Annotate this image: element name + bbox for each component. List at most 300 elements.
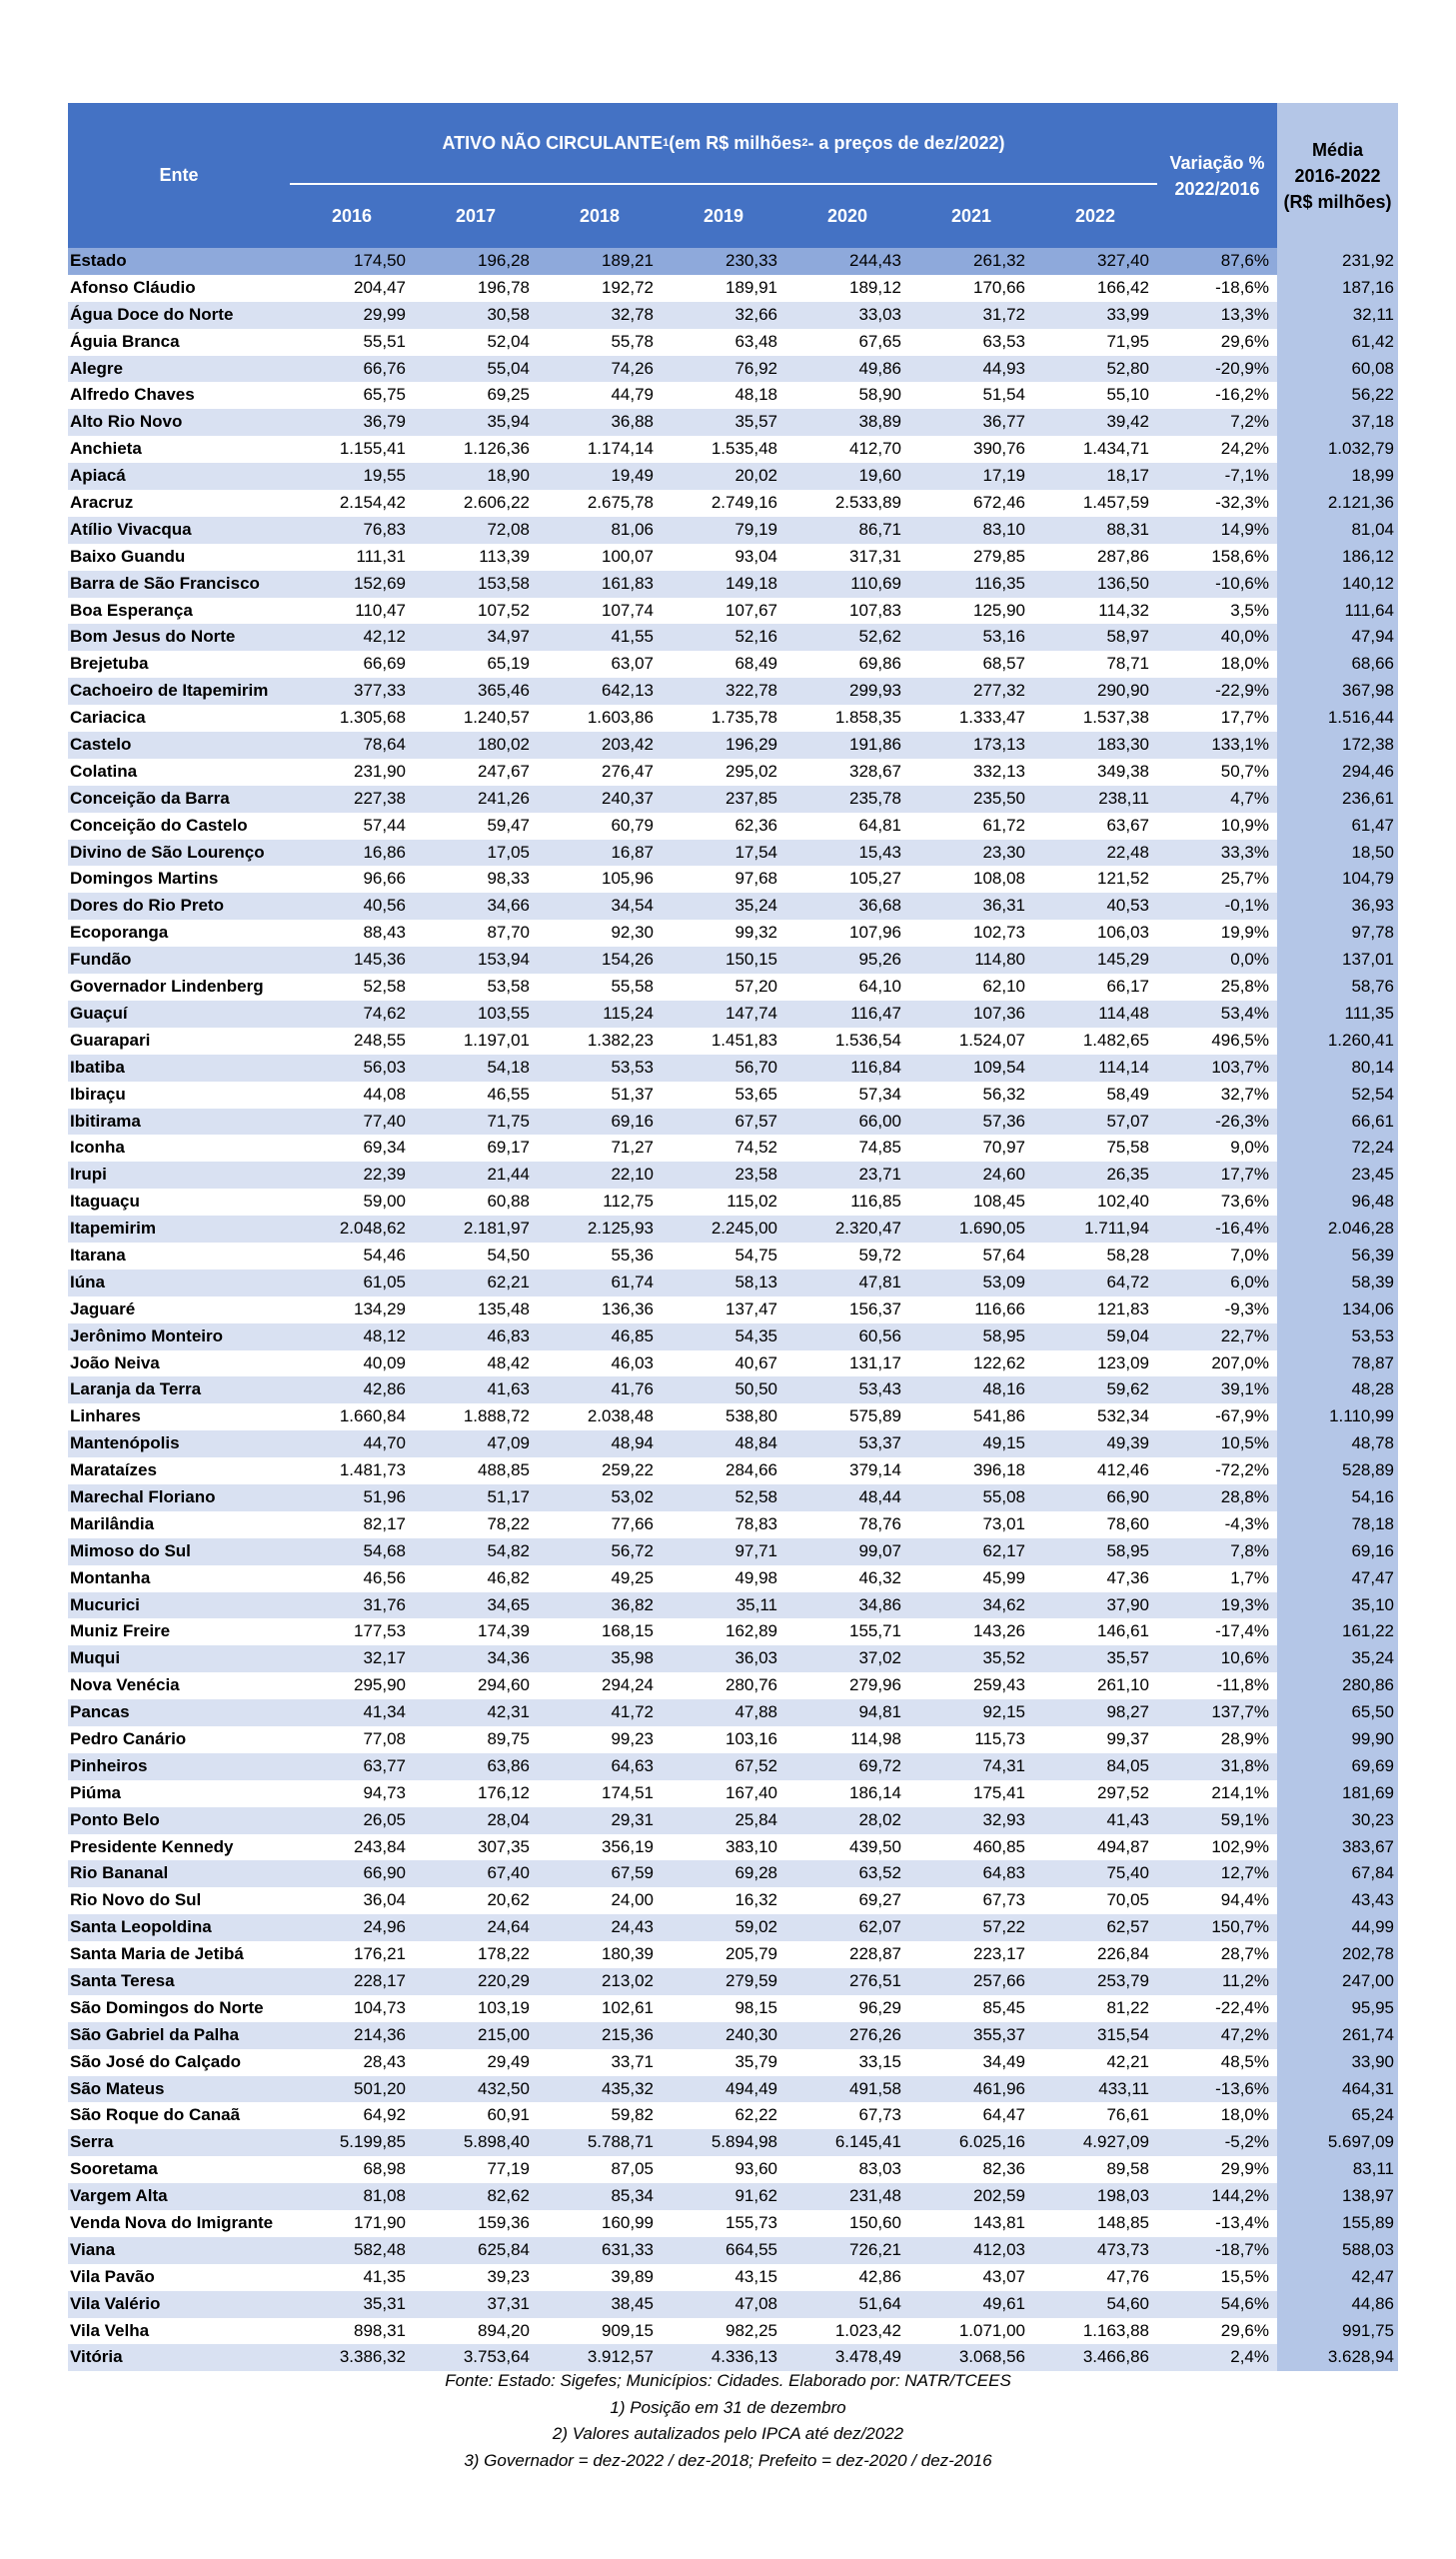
table-row <box>68 678 1398 705</box>
cell-2018: 77,66 <box>611 1513 654 1533</box>
cell-2017: 71,75 <box>487 1111 530 1131</box>
cell-2022: 35,57 <box>1106 1648 1149 1668</box>
cell-2017: 28,04 <box>487 1809 530 1829</box>
footnote-ref-2: 2 <box>801 137 808 149</box>
cell-2022: 58,95 <box>1106 1540 1149 1560</box>
cell-media: 111,64 <box>1277 598 1398 625</box>
cell-2017: 41,63 <box>487 1379 530 1399</box>
cell-2020: 59,72 <box>858 1245 901 1265</box>
cell-2022: 146,61 <box>1097 1621 1149 1641</box>
cell-2016: 204,47 <box>354 277 406 297</box>
cell-2021: 116,35 <box>974 573 1025 593</box>
cell-ente: Sooretama <box>70 2159 158 2179</box>
table-row <box>68 1538 1398 1565</box>
cell-ente: Muniz Freire <box>70 1621 171 1641</box>
table-row <box>68 1834 1398 1861</box>
cell-2018: 107,74 <box>602 600 654 620</box>
cell-2018: 99,23 <box>611 1728 654 1748</box>
header-year: 2020 <box>826 206 868 226</box>
cell-2016: 69,34 <box>363 1138 406 1158</box>
cell-2019: 54,75 <box>734 1245 777 1265</box>
cell-2016: 28,43 <box>363 2051 406 2071</box>
cell-variacao: 59,1% <box>1220 1809 1269 1829</box>
cell-2016: 42,86 <box>363 1379 406 1399</box>
cell-ente: Laranja da Terra <box>70 1379 202 1399</box>
cell-2017: 5.898,40 <box>463 2132 530 2152</box>
cell-2021: 34,62 <box>982 1594 1025 1614</box>
cell-2019: 2.749,16 <box>711 493 777 513</box>
cell-variacao: 19,3% <box>1220 1594 1269 1614</box>
cell-2016: 35,31 <box>363 2293 406 2313</box>
table-row <box>68 786 1398 813</box>
cell-ente: Itarana <box>70 1245 126 1265</box>
table-row <box>68 329 1398 356</box>
cell-2022: 59,62 <box>1106 1379 1149 1399</box>
cell-2022: 473,73 <box>1097 2239 1149 2259</box>
cell-variacao: 94,4% <box>1220 1890 1269 1910</box>
footnote-2: 2) Valores autalizados pelo IPCA até dez/2022 <box>552 2424 904 2443</box>
cell-2022: 412,46 <box>1097 1460 1149 1480</box>
cell-variacao: 1,7% <box>1230 1567 1269 1587</box>
cell-2018: 41,76 <box>611 1379 654 1399</box>
header-year: 2017 <box>455 206 497 226</box>
cell-2018: 22,10 <box>611 1165 654 1185</box>
table-row <box>68 1457 1398 1484</box>
cell-2017: 55,04 <box>487 358 530 378</box>
cell-2018: 67,59 <box>611 1863 654 1883</box>
cell-media: 99,90 <box>1277 1726 1398 1753</box>
group-title-main: ATIVO NÃO CIRCULANTE <box>442 132 664 153</box>
cell-2021: 63,53 <box>982 331 1025 351</box>
cell-variacao: -4,3% <box>1224 1513 1269 1533</box>
cell-2022: 66,17 <box>1106 977 1149 997</box>
table-row <box>68 866 1398 893</box>
cell-2022: 18,17 <box>1106 466 1149 486</box>
cell-2016: 77,40 <box>363 1111 406 1131</box>
cell-2019: 93,60 <box>734 2159 777 2179</box>
cell-2019: 32,66 <box>734 304 777 324</box>
cell-2016: 26,05 <box>363 1809 406 1829</box>
cell-2022: 1.434,71 <box>1082 439 1149 459</box>
cell-2020: 379,14 <box>849 1460 901 1480</box>
cell-2018: 174,51 <box>602 1782 654 1802</box>
cell-2022: 58,28 <box>1106 1245 1149 1265</box>
cell-2016: 51,96 <box>363 1486 406 1506</box>
cell-media: 247,00 <box>1277 1968 1398 1995</box>
cell-2016: 68,98 <box>363 2159 406 2179</box>
cell-media: 18,50 <box>1277 840 1398 867</box>
table-row <box>68 893 1398 920</box>
cell-2018: 38,45 <box>611 2293 654 2313</box>
cell-2018: 112,75 <box>603 1192 654 1212</box>
cell-variacao: 22,7% <box>1220 1325 1269 1345</box>
cell-ente: Fundão <box>70 950 132 970</box>
cell-variacao: 73,6% <box>1220 1192 1269 1212</box>
cell-2020: 19,60 <box>858 466 901 486</box>
cell-2021: 34,49 <box>982 2051 1025 2071</box>
cell-media: 181,69 <box>1277 1780 1398 1807</box>
cell-2021: 36,77 <box>982 412 1025 432</box>
cell-ente: Bom Jesus do Norte <box>70 627 236 647</box>
cell-2022: 532,34 <box>1097 1406 1149 1426</box>
table-row <box>68 1780 1398 1807</box>
cell-variacao: -5,2% <box>1224 2132 1269 2152</box>
cell-2022: 89,58 <box>1106 2159 1149 2179</box>
cell-2018: 59,82 <box>611 2105 654 2125</box>
cell-2019: 107,67 <box>726 600 777 620</box>
cell-2022: 494,87 <box>1097 1836 1149 1856</box>
cell-2018: 642,13 <box>602 681 654 701</box>
cell-2021: 355,37 <box>973 2024 1025 2044</box>
table-row <box>68 1001 1398 1028</box>
cell-ente: Atílio Vivacqua <box>70 519 192 539</box>
cell-2017: 48,42 <box>487 1352 530 1372</box>
cell-2016: 81,08 <box>363 2186 406 2206</box>
cell-media: 44,99 <box>1277 1914 1398 1941</box>
table-row <box>68 840 1398 867</box>
table-body <box>68 248 1398 2371</box>
cell-2017: 1.197,01 <box>463 1030 530 1050</box>
cell-2017: 60,88 <box>487 1192 530 1212</box>
cell-2019: 35,24 <box>734 896 777 916</box>
cell-2016: 177,53 <box>354 1621 406 1641</box>
cell-2020: 1.858,35 <box>834 708 901 728</box>
cell-media: 464,31 <box>1277 2076 1398 2103</box>
cell-2019: 494,49 <box>726 2078 777 2098</box>
cell-2019: 167,40 <box>726 1782 777 1802</box>
cell-2019: 1.735,78 <box>711 708 777 728</box>
cell-ente: Linhares <box>70 1406 141 1426</box>
cell-ente: Vitória <box>70 2347 123 2367</box>
cell-2017: 1.888,72 <box>463 1406 530 1426</box>
cell-2020: 131,17 <box>849 1352 901 1372</box>
cell-2018: 1.603,86 <box>587 708 654 728</box>
cell-2020: 37,02 <box>858 1648 901 1668</box>
cell-ente: Dores do Rio Preto <box>70 896 224 916</box>
cell-variacao: 13,3% <box>1220 304 1269 324</box>
cell-2016: 1.155,41 <box>339 439 406 459</box>
cell-2017: 432,50 <box>478 2078 530 2098</box>
cell-2021: 68,57 <box>982 654 1025 674</box>
cell-2021: 23,30 <box>982 842 1025 862</box>
cell-2020: 156,37 <box>849 1298 901 1318</box>
cell-2022: 290,90 <box>1097 681 1149 701</box>
cell-2021: 257,66 <box>973 1971 1025 1990</box>
cell-2022: 64,72 <box>1106 1272 1149 1291</box>
cell-2017: 294,60 <box>478 1675 530 1695</box>
cell-variacao: 496,5% <box>1211 1030 1269 1050</box>
table-row <box>68 436 1398 463</box>
cell-2016: 48,12 <box>363 1325 406 1345</box>
cell-2021: 74,31 <box>982 1755 1025 1775</box>
table-row <box>68 947 1398 974</box>
table-row <box>68 1430 1398 1457</box>
cell-2020: 186,14 <box>849 1782 901 1802</box>
cell-2016: 55,51 <box>363 331 406 351</box>
cell-2017: 34,65 <box>487 1594 530 1614</box>
cell-2019: 50,50 <box>734 1379 777 1399</box>
cell-2021: 1.333,47 <box>958 708 1025 728</box>
cell-2016: 582,48 <box>354 2239 406 2259</box>
cell-media: 172,38 <box>1277 732 1398 759</box>
cell-2020: 62,07 <box>858 1917 901 1937</box>
cell-2019: 62,36 <box>734 815 777 835</box>
cell-2019: 56,70 <box>734 1057 777 1077</box>
cell-2017: 894,20 <box>478 2320 530 2340</box>
cell-2022: 55,10 <box>1106 385 1149 405</box>
cell-2016: 82,17 <box>363 1513 406 1533</box>
cell-2017: 113,39 <box>479 546 530 566</box>
cell-2017: 107,52 <box>478 600 530 620</box>
cell-2020: 114,98 <box>850 1728 901 1748</box>
cell-2017: 35,94 <box>487 412 530 432</box>
cell-2017: 34,97 <box>487 627 530 647</box>
cell-ente: Divino de São Lourenço <box>70 842 265 862</box>
cell-2021: 541,86 <box>973 1406 1025 1426</box>
cell-2016: 248,55 <box>354 1030 406 1050</box>
cell-2018: 168,15 <box>602 1621 654 1641</box>
cell-variacao: 7,2% <box>1230 412 1269 432</box>
cell-variacao: 40,0% <box>1220 627 1269 647</box>
table-row <box>68 2156 1398 2183</box>
cell-variacao: -18,7% <box>1215 2239 1269 2259</box>
cell-ente: Piúma <box>70 1782 122 1802</box>
cell-media: 140,12 <box>1277 571 1398 598</box>
cell-2022: 226,84 <box>1097 1944 1149 1964</box>
cell-2018: 24,00 <box>611 1890 654 1910</box>
cell-media: 48,78 <box>1277 1430 1398 1457</box>
cell-variacao: 19,9% <box>1220 923 1269 943</box>
cell-2022: 47,36 <box>1106 1567 1149 1587</box>
cell-2022: 66,90 <box>1106 1486 1149 1506</box>
cell-2018: 154,26 <box>602 950 654 970</box>
cell-variacao: 28,7% <box>1220 1944 1269 1964</box>
header-year: 2021 <box>950 206 992 226</box>
cell-media: 134,06 <box>1277 1296 1398 1323</box>
cell-2019: 54,35 <box>734 1325 777 1345</box>
cell-ente: Pedro Canário <box>70 1728 187 1748</box>
cell-2022: 57,07 <box>1106 1111 1149 1131</box>
cell-2016: 110,47 <box>355 600 406 620</box>
cell-2016: 1.305,68 <box>339 708 406 728</box>
cell-2021: 261,32 <box>973 251 1025 270</box>
group-title-tail: - a preços de dez/2022) <box>807 132 1005 153</box>
cell-2016: 227,38 <box>354 788 406 808</box>
cell-2022: 238,11 <box>1098 788 1149 808</box>
cell-variacao: 54,6% <box>1220 2293 1269 2313</box>
cell-2022: 99,37 <box>1106 1728 1149 1748</box>
cell-variacao: -22,4% <box>1215 1997 1269 2017</box>
cell-2016: 214,36 <box>354 2024 406 2044</box>
cell-media: 236,61 <box>1277 786 1398 813</box>
cell-2017: 153,94 <box>478 950 530 970</box>
cell-ente: Santa Leopoldina <box>70 1917 212 1937</box>
cell-2020: 49,86 <box>858 358 901 378</box>
cell-ente: Guarapari <box>70 1030 151 1050</box>
cell-2020: 116,47 <box>850 1003 901 1023</box>
cell-variacao: -11,8% <box>1216 1675 1269 1695</box>
cell-media: 96,48 <box>1277 1189 1398 1216</box>
cell-2016: 88,43 <box>363 923 406 943</box>
cell-2021: 460,85 <box>973 1836 1025 1856</box>
cell-2020: 33,03 <box>858 304 901 324</box>
cell-2017: 69,25 <box>487 385 530 405</box>
cell-2017: 82,62 <box>487 2186 530 2206</box>
cell-2018: 102,61 <box>602 1997 654 2017</box>
cell-2018: 160,99 <box>602 2213 654 2233</box>
cell-2019: 40,67 <box>734 1352 777 1372</box>
cell-media: 138,97 <box>1277 2183 1398 2210</box>
cell-2022: 166,42 <box>1097 277 1149 297</box>
cell-2022: 37,90 <box>1106 1594 1149 1614</box>
cell-2018: 32,78 <box>611 304 654 324</box>
cell-ente: Irupi <box>70 1165 107 1185</box>
cell-2016: 76,83 <box>363 519 406 539</box>
cell-2018: 115,24 <box>603 1003 654 1023</box>
cell-2018: 259,22 <box>602 1460 654 1480</box>
cell-2021: 277,32 <box>973 681 1025 701</box>
cell-media: 81,04 <box>1277 517 1398 544</box>
cell-2017: 30,58 <box>487 304 530 324</box>
cell-2019: 16,32 <box>734 1890 777 1910</box>
cell-2018: 51,37 <box>611 1084 654 1104</box>
cell-2017: 174,39 <box>478 1621 530 1641</box>
cell-2021: 36,31 <box>982 896 1025 916</box>
cell-2017: 98,33 <box>487 869 530 889</box>
cell-2016: 3.386,32 <box>339 2347 406 2367</box>
cell-media: 2.046,28 <box>1277 1216 1398 1243</box>
cell-2019: 78,83 <box>734 1513 777 1533</box>
cell-2020: 69,27 <box>858 1890 901 1910</box>
cell-ente: Barra de São Francisco <box>70 573 260 593</box>
cell-2016: 41,34 <box>363 1702 406 1722</box>
cell-2019: 36,03 <box>734 1648 777 1668</box>
cell-ente: Colatina <box>70 761 138 781</box>
cell-2020: 189,12 <box>849 277 901 297</box>
cell-2020: 53,37 <box>858 1433 901 1453</box>
cell-2022: 71,95 <box>1106 331 1149 351</box>
cell-ente: Jaguaré <box>70 1298 136 1318</box>
cell-2018: 240,37 <box>602 788 654 808</box>
cell-2019: 4.336,13 <box>711 2347 777 2367</box>
cell-2021: 44,93 <box>982 358 1025 378</box>
cell-2018: 55,58 <box>611 977 654 997</box>
cell-2016: 5.199,85 <box>339 2132 406 2152</box>
cell-2020: 726,21 <box>849 2239 901 2259</box>
cell-2022: 81,22 <box>1106 1997 1149 2017</box>
table-row <box>68 2183 1398 2210</box>
cell-variacao: 25,7% <box>1220 869 1269 889</box>
cell-2018: 36,82 <box>611 1594 654 1614</box>
cell-2017: 52,04 <box>487 331 530 351</box>
cell-2022: 123,09 <box>1097 1352 1149 1372</box>
header-group-title <box>290 103 1157 183</box>
cell-variacao: 150,7% <box>1211 1917 1269 1937</box>
cell-2018: 2.125,93 <box>587 1219 654 1239</box>
cell-2021: 672,46 <box>973 493 1025 513</box>
cell-media: 69,69 <box>1277 1753 1398 1780</box>
cell-media: 43,43 <box>1277 1887 1398 1914</box>
cell-media: 202,78 <box>1277 1941 1398 1968</box>
table-row <box>68 1592 1398 1619</box>
footnote-1: 1) Posição em 31 de dezembro <box>610 2398 846 2417</box>
table-row <box>68 1323 1398 1350</box>
cell-2017: 78,22 <box>487 1513 530 1533</box>
cell-2021: 57,22 <box>982 1917 1025 1937</box>
cell-2022: 121,52 <box>1097 869 1149 889</box>
cell-media: 294,46 <box>1277 759 1398 786</box>
cell-2018: 60,79 <box>611 815 654 835</box>
cell-ente: Pancas <box>70 1702 130 1722</box>
header-year: 2016 <box>331 206 373 226</box>
cell-variacao: 0,0% <box>1230 950 1269 970</box>
cell-2020: 95,26 <box>858 950 901 970</box>
cell-2022: 114,48 <box>1098 1003 1149 1023</box>
cell-2022: 106,03 <box>1097 923 1149 943</box>
cell-variacao: 6,0% <box>1230 1272 1269 1291</box>
cell-media: 56,22 <box>1277 382 1398 409</box>
header-variacao <box>1157 103 1277 248</box>
cell-2018: 92,30 <box>611 923 654 943</box>
cell-2019: 295,02 <box>726 761 777 781</box>
cell-2018: 35,98 <box>611 1648 654 1668</box>
table-row <box>68 1968 1398 1995</box>
cell-2019: 68,49 <box>734 654 777 674</box>
cell-2020: 94,81 <box>858 1702 901 1722</box>
table-row <box>68 356 1398 383</box>
cell-2018: 1.174,14 <box>587 439 654 459</box>
cell-media: 69,16 <box>1277 1538 1398 1565</box>
cell-2017: 1.126,36 <box>463 439 530 459</box>
variacao-line1: Variação % <box>1169 152 1265 173</box>
cell-media: 42,47 <box>1277 2264 1398 2291</box>
table-row <box>68 275 1398 302</box>
cell-2016: 145,36 <box>354 950 406 970</box>
cell-media: 65,50 <box>1277 1699 1398 1726</box>
cell-2017: 20,62 <box>487 1890 530 1910</box>
cell-2018: 192,72 <box>602 277 654 297</box>
cell-2021: 332,13 <box>973 761 1025 781</box>
cell-2016: 96,66 <box>363 869 406 889</box>
cell-2022: 287,86 <box>1097 546 1149 566</box>
cell-ente: Alegre <box>70 358 123 378</box>
cell-2017: 59,47 <box>487 815 530 835</box>
cell-variacao: 32,7% <box>1220 1084 1269 1104</box>
cell-2018: 215,36 <box>602 2024 654 2044</box>
cell-variacao: 17,7% <box>1220 1165 1269 1185</box>
cell-2017: 153,58 <box>478 573 530 593</box>
cell-ente: Governador Lindenberg <box>70 977 264 997</box>
cell-ente: Iúna <box>70 1272 105 1291</box>
table-row <box>68 1243 1398 1270</box>
data-table <box>68 103 1398 2371</box>
cell-2022: 114,14 <box>1098 1057 1149 1077</box>
cell-2020: 33,15 <box>858 2051 901 2071</box>
cell-2021: 173,13 <box>973 735 1025 755</box>
cell-2016: 54,68 <box>363 1540 406 1560</box>
cell-ente: Santa Maria de Jetibá <box>70 1944 244 1964</box>
table-row <box>68 1914 1398 1941</box>
cell-2021: 62,17 <box>982 1540 1025 1560</box>
cell-2020: 42,86 <box>858 2266 901 2286</box>
cell-media: 72,24 <box>1277 1135 1398 1162</box>
cell-ente: Ibiraçu <box>70 1084 126 1104</box>
table-row <box>68 1807 1398 1834</box>
table-row <box>68 248 1398 275</box>
cell-media: 97,78 <box>1277 920 1398 947</box>
cell-2016: 65,75 <box>363 385 406 405</box>
table-row <box>68 2210 1398 2237</box>
